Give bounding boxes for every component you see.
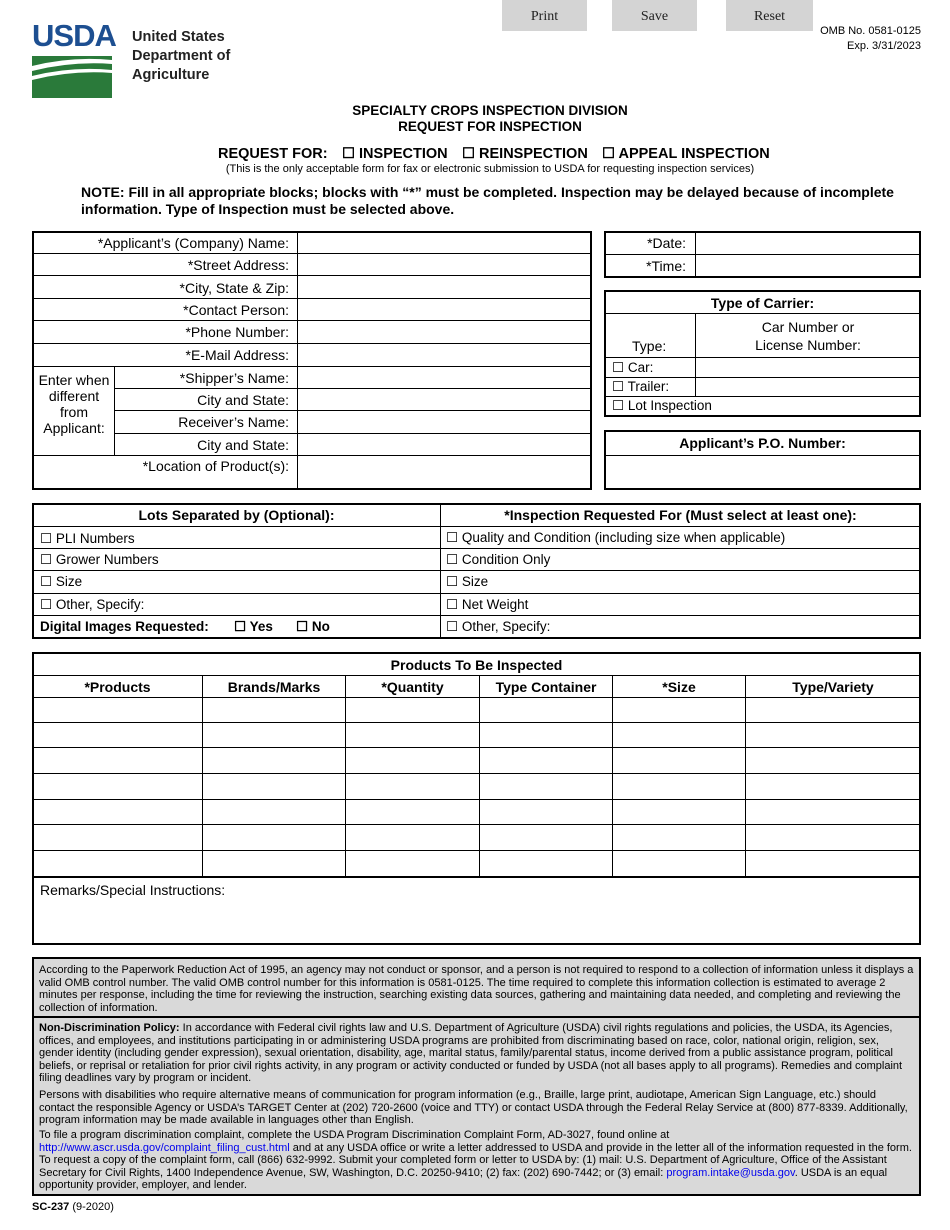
omb-info: OMB No. 0581-0125 Exp. 3/31/2023: [820, 25, 921, 52]
receiver-name-label: Receiver’s Name:: [178, 414, 289, 430]
phone-number-label: *Phone Number:: [185, 324, 289, 340]
department-name: United States Department of Agriculture: [132, 29, 231, 83]
time-label: *Time:: [646, 258, 686, 274]
enter-when-different-label: Enter when different from Applicant:: [38, 372, 110, 436]
inspection-checkbox[interactable]: ☐ INSPECTION: [342, 146, 448, 162]
email-address-label: *E-Mail Address:: [185, 347, 289, 363]
receiver-city-state-field[interactable]: [298, 434, 590, 455]
reset-button[interactable]: Reset: [726, 0, 813, 31]
email-address-field[interactable]: [298, 344, 590, 366]
products-title: Products To Be Inspected: [390, 657, 563, 673]
time-field[interactable]: [696, 255, 919, 276]
car-checkbox[interactable]: ☐ Car:: [612, 360, 654, 375]
carrier-header: Type of Carrier:: [710, 295, 815, 311]
company-name-field[interactable]: [298, 233, 590, 253]
condition-only-checkbox[interactable]: ☐ Condition Only: [446, 552, 551, 567]
paperwork-notice: According to the Paperwork Reduction Act of 1995, an agency may not conduct or sponsor, and a person is not required to respond to a collection of information unless it displays a valid OMB control number. The valid OMB control number for this information is 0581-0125. The time required to complete this information collection is estimated to average 2 minutes per response, including the time for reviewing the instruction, searching existing data sources, gathering and maintaining data needed, and completing and reviewing the collection of information.: [39, 964, 914, 1014]
date-label: *Date:: [647, 235, 686, 251]
inspection-size-checkbox[interactable]: ☐ Size: [446, 574, 489, 589]
digital-images-label: Digital Images Requested:: [40, 619, 209, 634]
appeal-inspection-checkbox[interactable]: ☐ APPEAL INSPECTION: [602, 146, 770, 162]
shipper-name-label: *Shipper’s Name:: [179, 370, 289, 386]
column-products: *Products: [84, 679, 151, 695]
net-weight-checkbox[interactable]: ☐ Net Weight: [446, 597, 529, 612]
complaint-form-link[interactable]: http://www.ascr.usda.gov/complaint_filing_cust.html: [39, 1141, 290, 1154]
product-location-field[interactable]: [298, 456, 590, 488]
inspection-for-header: *Inspection Requested For (Must select at least one):: [504, 507, 857, 523]
receiver-city-state-label: City and State:: [197, 437, 289, 453]
street-address-label: *Street Address:: [187, 257, 289, 273]
quality-condition-checkbox[interactable]: ☐ Quality and Condition (including size when applicable): [446, 530, 786, 545]
trailer-number-field[interactable]: [696, 378, 919, 396]
digital-images-no-checkbox[interactable]: ☐ No: [296, 619, 330, 634]
city-state-zip-field[interactable]: [298, 276, 590, 298]
request-for-label: REQUEST FOR:: [218, 146, 328, 162]
column-brands-marks: Brands/Marks: [227, 679, 321, 695]
form-id: SC-237 (9-2020): [32, 1201, 114, 1213]
page-title: SPECIALTY CROPS INSPECTION DIVISION REQUEST FOR INSPECTION: [352, 103, 628, 134]
po-header: Applicant’s P.O. Number:: [679, 435, 846, 451]
company-name-label: *Applicant’s (Company) Name:: [97, 235, 289, 251]
non-discrimination-policy: Non-Discrimination Policy: In accordance with Federal civil rights law and U.S. Department of Agriculture (USDA) civil rights regulations and policies, the USDA, its Agencies, offices, and employees, and institutions participating in or administering USDA programs are prohibited from discriminating based on race, color, national origin, religion, sex, gender identity (including gender expression), sexual orientation, disability, age, marital status, family/parental status, income derived from a public assistance program, political beliefs, or reprisal or retaliation for prior civil rights activity, in any program or activity conducted or funded by USDA (not all bases apply to all programs). Remedies and complaint filing deadlines vary by program or incident.: [39, 1022, 903, 1085]
lot-other-checkbox[interactable]: ☐ Other, Specify:: [40, 597, 145, 612]
shipper-city-state-field[interactable]: [298, 389, 590, 410]
trailer-checkbox[interactable]: ☐ Trailer:: [612, 379, 670, 394]
usda-logo: USDA: [32, 18, 112, 82]
column-quantity: *Quantity: [381, 679, 444, 695]
complaint-notice: To file a program discrimination complaint, complete the USDA Program Discrimination Complaint Form, AD-3027, found online at http://www.ascr.usda.gov/complaint_filing_cust.html and at any USDA office or write a letter addressed to USDA and provide in the letter all of the information requested in the form. To request a copy of the complaint form, call (866) 632-9992. Submit your completed form or letter to USDA by: (1) mail: U.S. Department of Agriculture, Office of the Assistant Secretary for Civil Rights, 1400 Independence Avenue, SW, Washington, D.C. 20250-9410; (2) fax: (202) 690-7442; or (3) email: program.intake@usda.gov. USDA is an equal opportunity provider, employer, and lender.: [39, 1129, 912, 1192]
form-usage-note: (This is the only acceptable form for fax or electronic submission to USDA for requesting inspection services): [225, 163, 755, 175]
digital-images-yes-checkbox[interactable]: ☐ Yes: [234, 619, 273, 634]
inspection-other-checkbox[interactable]: ☐ Other, Specify:: [446, 619, 551, 634]
receiver-name-field[interactable]: [298, 411, 590, 433]
car-number-field[interactable]: [696, 358, 919, 377]
note-text: NOTE: Fill in all appropriate blocks; blocks with “*” must be completed. Inspection may be delayed because of incomplete information. Type of Inspection must be selected above.: [81, 184, 894, 217]
street-address-field[interactable]: [298, 254, 590, 275]
date-field[interactable]: [696, 233, 919, 254]
pli-numbers-checkbox[interactable]: ☐ PLI Numbers: [40, 531, 135, 546]
usda-logo-field-icon: [32, 56, 112, 98]
column-size: *Size: [662, 679, 696, 695]
grower-numbers-checkbox[interactable]: ☐ Grower Numbers: [40, 552, 159, 567]
car-number-label: Car Number or License Number:: [755, 319, 861, 353]
lot-size-checkbox[interactable]: ☐ Size: [40, 574, 83, 589]
contact-person-field[interactable]: [298, 299, 590, 320]
disabilities-notice: Persons with disabilities who require alternative means of communication for program information (e.g., Braille, large print, audiotape, American Sign Language, etc.) should contact the responsible Agency or USDA’s TARGET Center at (202) 720-2600 (voice and TTY) or contact USDA through the Federal Relay Service at (800) 877-8339. Additionally, program information may be made available in languages other than English.: [39, 1089, 908, 1127]
city-state-zip-label: *City, State & Zip:: [179, 280, 289, 296]
remarks-label: Remarks/Special Instructions:: [40, 882, 226, 898]
shipper-name-field[interactable]: [298, 367, 590, 388]
reinspection-checkbox[interactable]: ☐ REINSPECTION: [462, 146, 588, 162]
column-type-container: Type Container: [495, 679, 597, 695]
lots-header: Lots Separated by (Optional):: [138, 507, 335, 523]
carrier-type-label: Type:: [632, 338, 667, 354]
program-intake-email-link[interactable]: program.intake@usda.gov: [666, 1166, 795, 1179]
contact-person-label: *Contact Person:: [183, 302, 289, 318]
lot-inspection-checkbox[interactable]: ☐ Lot Inspection: [612, 398, 712, 413]
print-button[interactable]: Print: [502, 0, 587, 31]
products-grid[interactable]: [33, 698, 920, 876]
product-location-label: *Location of Product(s):: [142, 458, 289, 474]
phone-number-field[interactable]: [298, 321, 590, 343]
column-type-variety: Type/Variety: [792, 679, 874, 695]
shipper-city-state-label: City and State:: [197, 392, 289, 408]
remarks-field[interactable]: [34, 900, 919, 943]
po-number-field[interactable]: [606, 456, 919, 488]
save-button[interactable]: Save: [612, 0, 697, 31]
